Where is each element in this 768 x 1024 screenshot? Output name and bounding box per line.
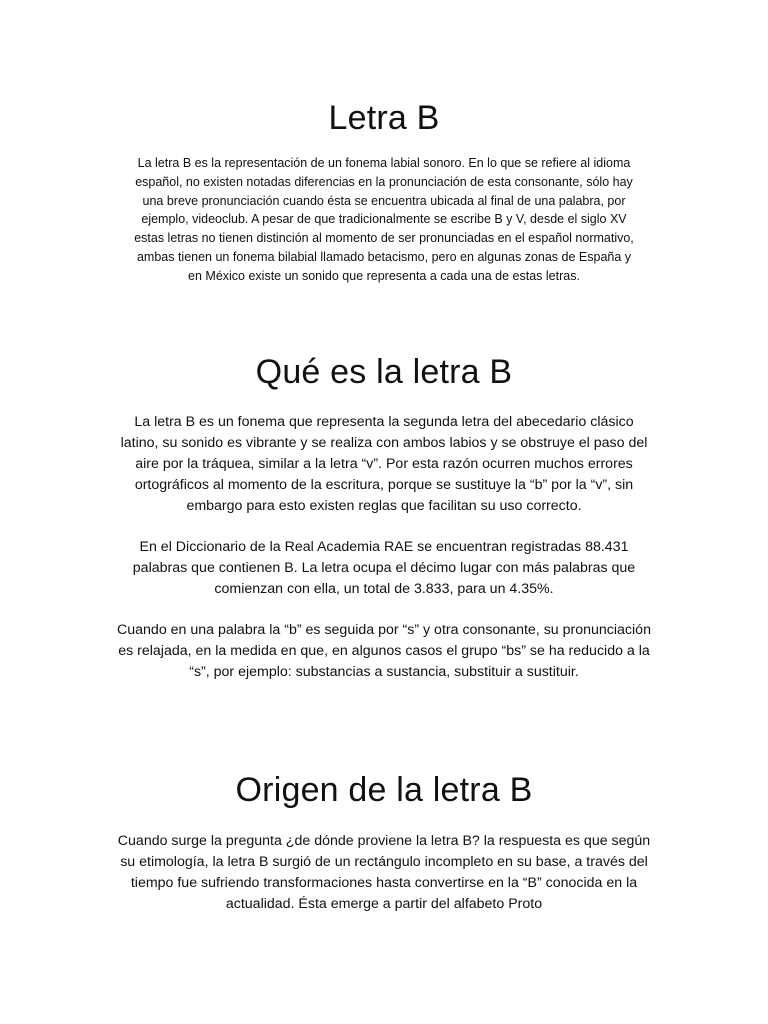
paragraph-origin: Cuando surge la pregunta ¿de dónde proviene la letra B? la respuesta es que según su etimología, la letra B surgió de un rectángulo incompleto en su base, a través del tiempo fue sufriendo transformaciones hasta convertirse en la “B” conocida en la actualidad. Ésta emerge a partir del alfabeto Proto <box>117 833 651 912</box>
heading-origen-de-la-letra-b: Origen de la letra B <box>235 771 533 809</box>
section-que-es-la-letra-b <box>0 352 768 683</box>
paragraph-pronunciation: Cuando en una palabra la “b” es seguida por “s” y otra consonante, su pronunciación es relajada, en la medida en que, en algunos casos el grupo “bs” se ha reducido a la “s”, por ejemplo: substancias a sustancia, substituir a sustituir. <box>117 622 651 680</box>
heading-letra-b: Letra B <box>328 99 440 137</box>
paragraph-rae-statistics: En el Diccionario de la Real Academia RAE se encuentran registradas 88.431 palabras que contienen B. La letra ocupa el décimo lugar con más palabras que comienzan con ella, un total de 3.833, para un 4.35%. <box>132 539 636 597</box>
heading-que-es-la-letra-b: Qué es la letra B <box>255 353 513 391</box>
section-origen-de-la-letra-b <box>0 770 768 915</box>
section-letra-b <box>0 98 768 286</box>
paragraph-intro: La letra B es la representación de un fonema labial sonoro. En lo que se refiere al idioma español, no existen notadas diferencias en la pronunciación de esta consonante, sólo hay una breve pronunciación cuando ésta se encuentra ubicada al final de una palabra, por ejemplo, videoclub. A pesar de que tradicionalmente se escribe B y V, desde el siglo XV estas letras no tienen distinción al momento de ser pronunciadas en el español normativo, ambas tienen un fonema bilabial llamado betacismo, pero en algunas zonas de España y en México existe un sonido que representa a cada una de estas letras. <box>134 156 634 283</box>
paragraph-definition: La letra B es un fonema que representa la segunda letra del abecedario clásico latino, su sonido es vibrante y se realiza con ambos labios y se obstruye el paso del aire por la tráquea, similar a la letra “v”. Por esta razón ocurren muchos errores ortográficos al momento de la escritura, porque se sustituye la “b” por la “v”, sin embargo para esto existen reglas que facilitan su uso correcto. <box>120 414 648 514</box>
